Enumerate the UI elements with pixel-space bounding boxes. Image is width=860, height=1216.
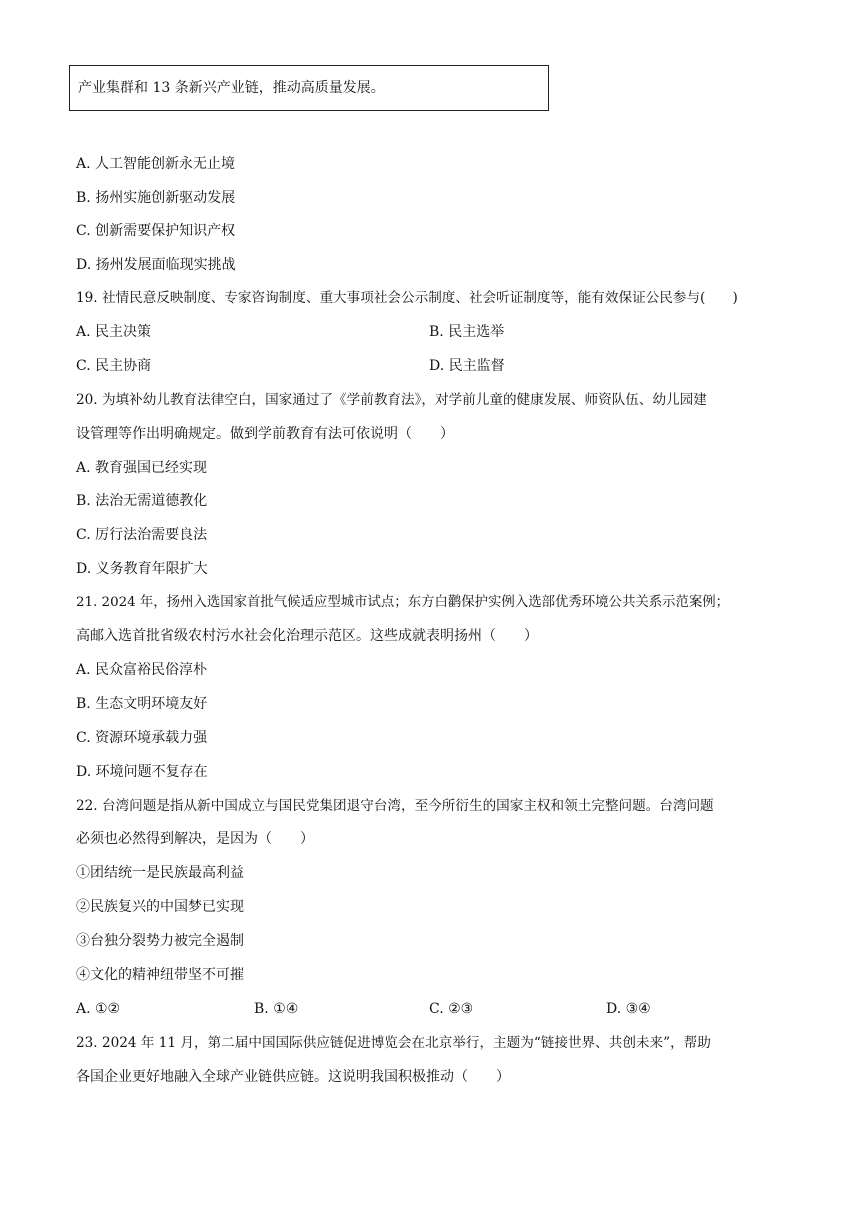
- q22-option-c: C. ②③: [429, 1001, 474, 1017]
- q22-stem-line1: 22. 台湾问题是指从新中国成立与国民党集团退守台湾，至今所衍生的国家主权和领土完整问题。台湾问题: [76, 798, 714, 814]
- q19-option-c: C. 民主协商: [76, 358, 152, 374]
- q22-option-b: B. ①④: [254, 1001, 299, 1017]
- q20-option-c: C. 厉行法治需要良法: [76, 527, 208, 543]
- q18-option-c: C. 创新需要保护知识产权: [76, 223, 236, 239]
- q21-option-b: B. 生态文明环境友好: [76, 696, 208, 712]
- q20-option-d: D. 义务教育年限扩大: [76, 561, 208, 577]
- q22-statement-4: ④文化的精神纽带坚不可摧: [76, 967, 244, 983]
- q20-stem-line1: 20. 为填补幼儿教育法律空白，国家通过了《学前教育法》，对学前儿童的健康发展、师资队伍、幼儿园建: [76, 392, 707, 408]
- q22-statement-3: ③台独分裂势力被完全遏制: [76, 933, 244, 949]
- q21-stem-line1: 21. 2024 年，扬州入选国家首批气候适应型城市试点；东方白鹳保护实例入选部优秀环境公共关系示范案例；: [76, 595, 730, 610]
- q20-option-a: A. 教育强国已经实现: [76, 460, 208, 476]
- q19-option-a: A. 民主决策: [76, 324, 152, 340]
- material-box-text: 产业集群和 13 条新兴产业链，推动高质量发展。: [78, 80, 385, 96]
- q19-option-d: D. 民主监督: [429, 358, 505, 374]
- q22-option-d: D. ③④: [606, 1001, 651, 1017]
- q22-option-a: A. ①②: [76, 1001, 121, 1017]
- q21-stem-line2: 高邮入选首批省级农村污水社会化治理示范区。这些成就表明扬州（ ）: [76, 628, 538, 644]
- q18-option-a: A. 人工智能创新永无止境: [76, 156, 236, 172]
- q19-stem: 19. 社情民意反映制度、专家咨询制度、重大事项社会公示制度、社会听证制度等，能有效保证公民参与( ): [76, 290, 738, 306]
- q23-stem-line1: 23. 2024 年 11 月，第二届中国国际供应链促进博览会在北京举行，主题为“链接世界、共创未来”，帮助: [76, 1035, 711, 1051]
- q18-option-d: D. 扬州发展面临现实挑战: [76, 257, 236, 273]
- q23-stem-line2: 各国企业更好地融入全球产业链供应链。这说明我国积极推动（ ）: [76, 1069, 510, 1085]
- q20-stem-line2: 设管理等作出明确规定。做到学前教育有法可依说明（ ）: [76, 426, 454, 442]
- q21-option-d: D. 环境问题不复存在: [76, 764, 208, 780]
- q19-option-b: B. 民主选举: [429, 324, 505, 340]
- q21-option-a: A. 民众富裕民俗淳朴: [76, 662, 208, 678]
- q22-statement-2: ②民族复兴的中国梦已实现: [76, 899, 244, 915]
- q22-statement-1: ①团结统一是民族最高利益: [76, 865, 244, 881]
- q21-option-c: C. 资源环境承载力强: [76, 730, 208, 746]
- q22-stem-line2: 必须也必然得到解决，是因为（ ）: [76, 831, 314, 847]
- q20-option-b: B. 法治无需道德教化: [76, 493, 208, 509]
- q18-option-b: B. 扬州实施创新驱动发展: [76, 190, 236, 206]
- material-box: [69, 65, 549, 111]
